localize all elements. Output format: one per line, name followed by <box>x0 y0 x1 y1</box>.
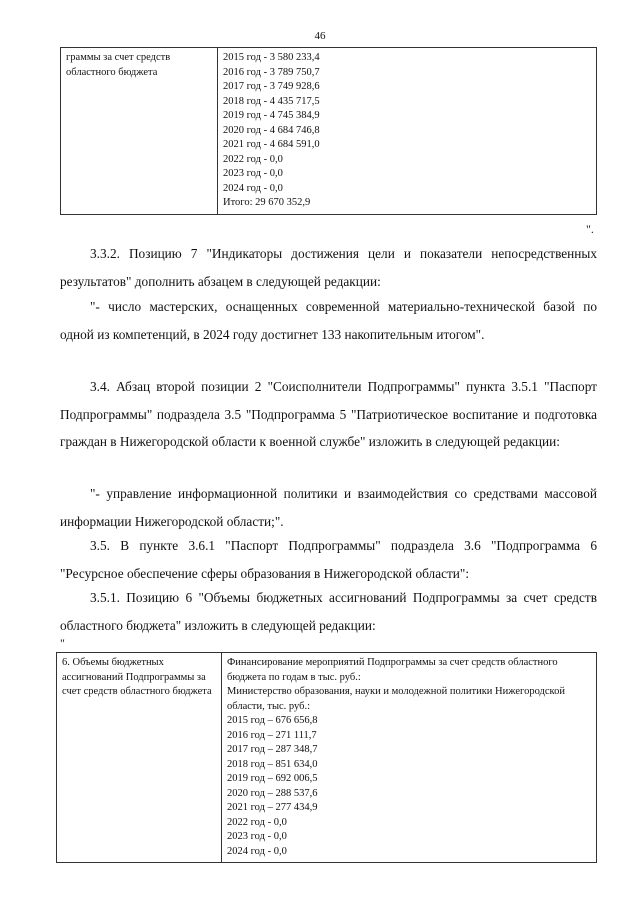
paragraph-3-4-quote: "- управление информационной политики и взаимодействия со средствами массовой информации Нижегородской области;". <box>60 486 597 529</box>
paragraph-3-3-2: 3.3.2. Позицию 7 "Индикаторы достижения цели и показатели непосредственных результатов" дополнить абзацем в следующей редакции: <box>60 246 597 289</box>
table1-value-row: 2024 год - 0,0 <box>223 182 283 194</box>
funding-table-top <box>60 47 597 215</box>
table1-value-row: 2018 год - 4 435 717,5 <box>223 95 320 107</box>
table2-value-row: 2022 год - 0,0 <box>227 816 287 828</box>
funding-table-bottom <box>56 652 597 863</box>
table1-value-row: 2021 год - 4 684 591,0 <box>223 139 320 150</box>
paragraph-3-5-1: 3.5.1. Позицию 6 "Объемы бюджетных ассигнований Подпрограммы за счет средств областного бюджета" изложить в следующей редакции: <box>60 590 597 633</box>
table2-label-cell: 6. Объемы бюджетных ассигнований Подпрограммы за счет средств областного бюджета <box>57 653 222 863</box>
table2-value-row: 2024 год - 0,0 <box>227 845 287 857</box>
table2-value-row: 2020 год – 288 537,6 <box>227 787 318 799</box>
table1-label-cell: граммы за счет средств областного бюджета <box>61 48 218 215</box>
table1-value-row: 2022 год - 0,0 <box>223 153 283 165</box>
table2-ministry: Министерство образования, науки и молодежной политики Нижегородской области, тыс. руб.: <box>227 686 565 712</box>
table1-value-row: 2015 год - 3 580 233,4 <box>223 52 320 63</box>
table2-intro: Финансирование мероприятий Подпрограммы за счет средств областного бюджета по годам в тыс. руб.: <box>227 657 558 683</box>
table2-value-row: 2019 год – 692 006,5 <box>227 773 318 784</box>
table2-value-row: 2015 год – 676 656,8 <box>227 715 318 726</box>
paragraph-3-3-2-quote: "- число мастерских, оснащенных современной материально-технической базой по одной из компетенций, в 2024 году достигнет 133 накопительным итогом". <box>60 299 597 342</box>
table2-open-quote: " <box>60 636 65 650</box>
table2-value-row: 2017 год – 287 348,7 <box>227 744 318 755</box>
table2-value-row: 2018 год – 851 634,0 <box>227 758 318 770</box>
table1-value-row: 2020 год - 4 684 746,8 <box>223 124 320 136</box>
table2-values-cell <box>222 653 597 863</box>
table1-value-row: 2017 год - 3 749 928,6 <box>223 81 320 92</box>
table1-value-row: 2019 год - 4 745 384,9 <box>223 110 320 121</box>
table2-value-row: 2023 год - 0,0 <box>227 831 287 842</box>
page-number: 46 <box>314 30 326 42</box>
paragraph-3-4: 3.4. Абзац второй позиции 2 "Соисполнители Подпрограммы" пункта 3.5.1 "Паспорт Подпрограммы" подраздела 3.5 "Подпрограмма 5 "Патриотическое воспитание и подготовка граждан в Нижегородской области к военной службе" изложить в следующей редакции: <box>60 379 597 449</box>
table1-values-cell <box>218 48 597 215</box>
table2-value-row: 2021 год – 277 434,9 <box>227 802 318 813</box>
table1-total-row: Итого: 29 670 352,9 <box>223 197 311 208</box>
paragraph-3-5: 3.5. В пункте 3.6.1 "Паспорт Подпрограммы" подраздела 3.6 "Подпрограмма 6 "Ресурсное обеспечение сферы образования в Нижегородской области": <box>60 538 597 581</box>
table1-value-row: 2023 год - 0,0 <box>223 168 283 179</box>
table1-value-row: 2016 год - 3 789 750,7 <box>223 66 320 78</box>
table1-closing-quote: ". <box>586 222 594 236</box>
table2-value-row: 2016 год – 271 111,7 <box>227 729 317 741</box>
